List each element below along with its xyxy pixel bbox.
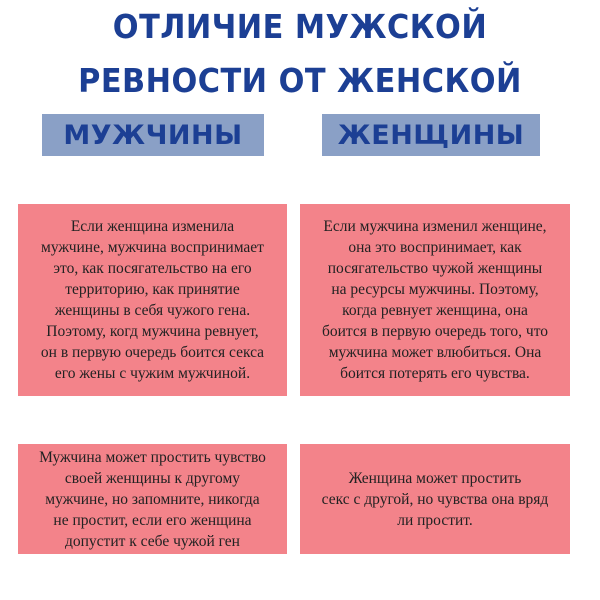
men-box-1-line: он в первую очередь боится секса xyxy=(40,344,265,361)
men-box-2-line: своей женщины к другому xyxy=(64,469,241,487)
men-box-2-line: мужчине, но запомните, никогда xyxy=(45,490,260,508)
men-box-2-line: допустит к себе чужой ген xyxy=(65,532,240,550)
women-box-2-line: ли простит. xyxy=(397,511,473,529)
women-box-2-line: секс с другой, но чувства она вряд xyxy=(321,490,549,508)
men-box-2-line: не простит, если его женщина xyxy=(53,511,252,529)
women-box-1-line: она это воспринимает, как xyxy=(348,239,522,256)
women-box-1-line: боится в первую очередь того, что xyxy=(321,323,549,340)
men-box-1-line: Поэтому, когд мужчина ревнует, xyxy=(46,323,259,340)
women-box-2 xyxy=(300,444,570,554)
men-box-1 xyxy=(18,204,287,396)
women-box-1-line: Если мужчина изменил женщине, xyxy=(323,218,547,235)
men-box-1-line: мужчине, мужчина воспринимает xyxy=(41,239,264,256)
men-box-1-line: его жены с чужим мужчиной. xyxy=(54,365,251,382)
men-box-1-line: это, как посягательство на его xyxy=(53,260,252,277)
men-box-1-line: женщины в себя чужого гена. xyxy=(54,302,251,319)
women-box-1-line: мужчина может влюбиться. Она xyxy=(328,344,542,361)
women-box-2-line: Женщина может простить xyxy=(348,469,522,487)
men-box-1-line: территорию, как принятие xyxy=(65,281,240,298)
women-box-1 xyxy=(300,204,570,396)
men-box-1-line: Если женщина изменила xyxy=(70,218,235,235)
women-box-1-line: посягательство чужой женщины xyxy=(327,260,543,277)
men-box-2 xyxy=(18,444,287,554)
page-title-line-1: ОТЛИЧИЕ МУЖСКОЙ xyxy=(112,7,488,46)
women-box-1-line: когда ревнует женщина, она xyxy=(342,302,528,319)
page-title-line-2: РЕВНОСТИ ОТ ЖЕНСКОЙ xyxy=(78,61,522,100)
column-header-women: ЖЕНЩИНЫ xyxy=(322,114,540,156)
women-box-1-line: боится потерять его чувства. xyxy=(340,365,530,382)
women-box-1-line: на ресурсы мужчины. Поэтому, xyxy=(331,281,539,298)
men-box-2-line: Мужчина может простить чувство xyxy=(39,448,266,466)
column-header-men: МУЖЧИНЫ xyxy=(42,114,264,156)
